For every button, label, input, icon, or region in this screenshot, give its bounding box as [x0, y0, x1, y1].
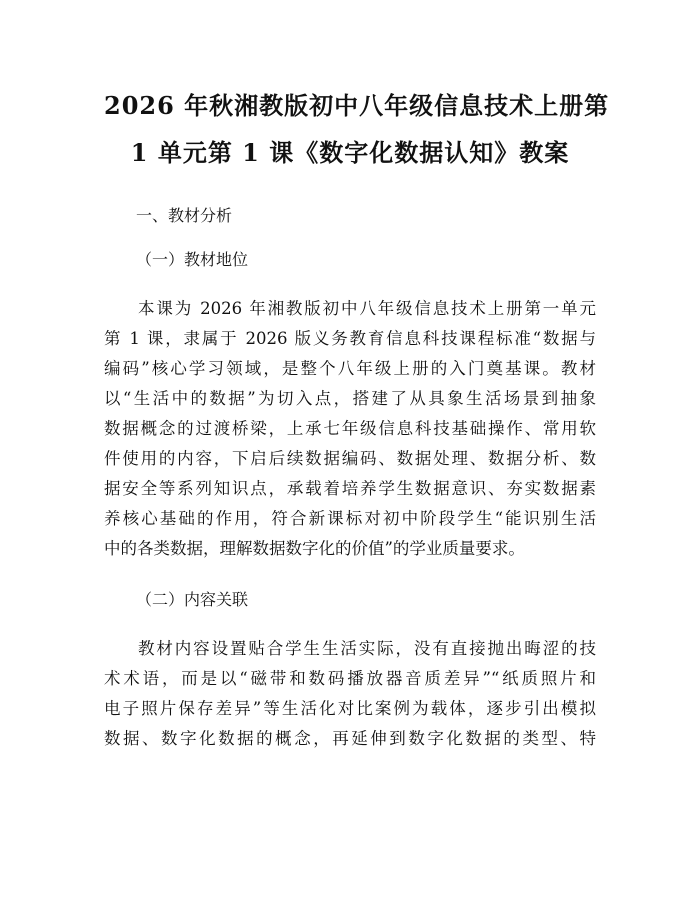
- paragraph-line: 数据、数字化数据的概念，再延伸到数字化数据的类型、特: [104, 729, 596, 748]
- paragraph-line: 第 1 课，隶属于 2026 版义务教育信息科技课程标准“数据与: [104, 329, 596, 348]
- paragraph-line: 电子照片保存差异”等生活化对比案例为载体，逐步引出模拟: [104, 699, 596, 718]
- subsection-heading-textbook-position: （一）教材地位: [136, 250, 249, 269]
- paragraph-line: 件使用的内容，下启后续数据编码、数据处理、数据分析、数: [104, 449, 596, 468]
- paragraph-line: 术术语，而是以“磁带和数码播放器音质差异”“纸质照片和: [104, 669, 596, 688]
- title-line: 1 单元第 1 课《数字化数据认知》教案: [130, 138, 570, 167]
- document-title: [104, 82, 610, 176]
- paragraph-content-relation: [104, 634, 596, 754]
- paragraph-line: 中的各类数据，理解数据数字化的价值”的学业质量要求。: [104, 539, 525, 558]
- subsection-heading-content-relation: （二）内容关联: [136, 590, 249, 609]
- paragraph-line: 本课为 2026 年湘教版初中八年级信息技术上册第一单元: [138, 299, 596, 318]
- section-heading-textbook-analysis: 一、教材分析: [136, 206, 233, 225]
- paragraph-line: 养核心基础的作用，符合新课标对初中阶段学生“能识别生活: [104, 509, 596, 528]
- paragraph-line: 编码”核心学习领域，是整个八年级上册的入门奠基课。教材: [104, 359, 596, 378]
- paragraph-line: 据安全等系列知识点，承载着培养学生数据意识、夯实数据素: [104, 479, 596, 498]
- paragraph-line: 教材内容设置贴合学生生活实际，没有直接抛出晦涩的技: [138, 639, 596, 658]
- paragraph-line: 以“生活中的数据”为切入点，搭建了从具象生活场景到抽象: [104, 389, 596, 408]
- paragraph-line: 数据概念的过渡桥梁，上承七年级信息科技基础操作、常用软: [104, 419, 596, 438]
- title-line: 2026 年秋湘教版初中八年级信息技术上册第: [104, 91, 610, 120]
- paragraph-textbook-position: [104, 294, 596, 564]
